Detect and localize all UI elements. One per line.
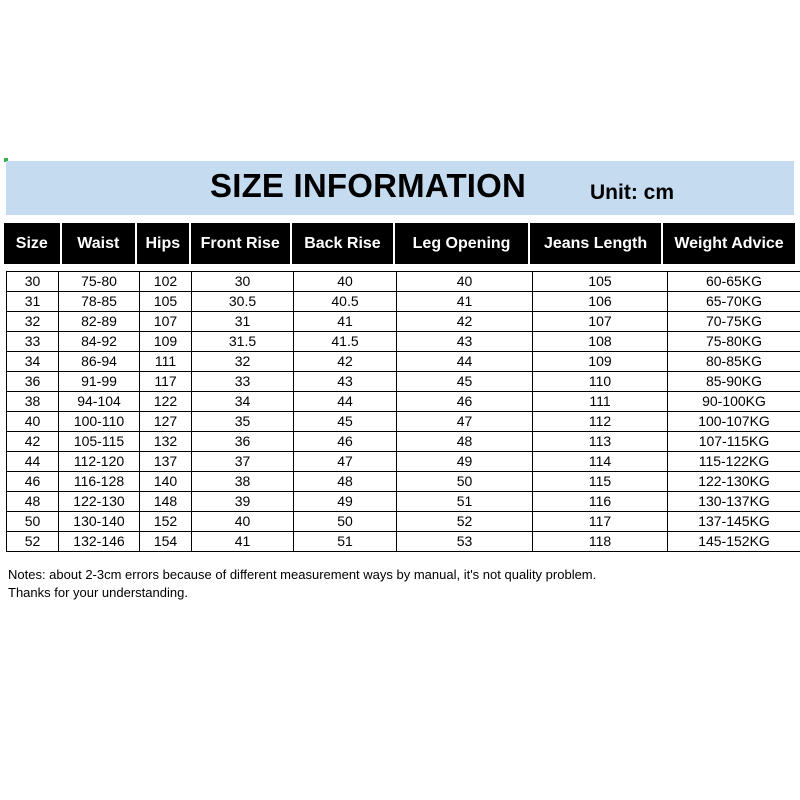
table-row — [7, 472, 800, 492]
table-row — [7, 372, 800, 392]
table-cell: 50 — [7, 512, 59, 532]
table-cell: 39 — [192, 492, 294, 512]
table-cell: 34 — [7, 352, 59, 372]
table-cell: 48 — [397, 432, 533, 452]
table-cell: 49 — [397, 452, 533, 472]
table-cell: 118 — [533, 532, 668, 552]
table-cell: 111 — [533, 392, 668, 412]
table-row — [7, 452, 800, 472]
table-cell: 46 — [7, 472, 59, 492]
table-cell: 75-80 — [59, 272, 140, 292]
table-cell: 32 — [192, 352, 294, 372]
table-cell: 65-70KG — [668, 292, 800, 312]
table-cell: 94-104 — [59, 392, 140, 412]
table-cell: 107 — [533, 312, 668, 332]
table-cell: 51 — [294, 532, 397, 552]
table-cell: 100-110 — [59, 412, 140, 432]
column-header: Jeans Length — [530, 223, 661, 264]
table-cell: 75-80KG — [668, 332, 800, 352]
table-cell: 127 — [140, 412, 192, 432]
table-cell: 112-120 — [59, 452, 140, 472]
table-cell: 82-89 — [59, 312, 140, 332]
table-cell: 109 — [533, 352, 668, 372]
table-cell: 49 — [294, 492, 397, 512]
table-row — [7, 412, 800, 432]
table-row — [7, 392, 800, 412]
column-header: Front Rise — [191, 223, 290, 264]
table-cell: 43 — [294, 372, 397, 392]
table-cell: 80-85KG — [668, 352, 800, 372]
table-cell: 107-115KG — [668, 432, 800, 452]
table-cell: 84-92 — [59, 332, 140, 352]
column-header: Waist — [62, 223, 135, 264]
table-cell: 30.5 — [192, 292, 294, 312]
table-cell: 38 — [192, 472, 294, 492]
column-header: Weight Advice — [663, 223, 795, 264]
notes-line-1: Notes: about 2-3cm errors because of different measurement ways by manual, it's not quality problem. — [8, 567, 597, 582]
table-row — [7, 512, 800, 532]
table-cell: 42 — [294, 352, 397, 372]
table-cell: 132-146 — [59, 532, 140, 552]
table-row — [7, 332, 800, 352]
table-cell: 41 — [397, 292, 533, 312]
table-cell: 70-75KG — [668, 312, 800, 332]
table-cell: 108 — [533, 332, 668, 352]
column-header: Hips — [137, 223, 189, 264]
table-cell: 30 — [7, 272, 59, 292]
table-cell: 47 — [294, 452, 397, 472]
title-banner — [6, 161, 794, 215]
page-title: SIZE INFORMATION — [210, 167, 527, 204]
table-cell: 35 — [192, 412, 294, 432]
table-row — [7, 272, 800, 292]
table-cell: 38 — [7, 392, 59, 412]
table-cell: 132 — [140, 432, 192, 452]
table-cell: 31 — [7, 292, 59, 312]
table-cell: 122-130KG — [668, 472, 800, 492]
table-cell: 130-137KG — [668, 492, 800, 512]
table-cell: 44 — [294, 392, 397, 412]
table-row — [7, 492, 800, 512]
table-cell: 44 — [7, 452, 59, 472]
table-cell: 47 — [397, 412, 533, 432]
table-cell: 40 — [397, 272, 533, 292]
table-cell: 37 — [192, 452, 294, 472]
table-cell: 105 — [533, 272, 668, 292]
column-header: Size — [4, 223, 60, 264]
table-cell: 152 — [140, 512, 192, 532]
table-cell: 107 — [140, 312, 192, 332]
column-header: Back Rise — [292, 223, 393, 264]
table-cell: 112 — [533, 412, 668, 432]
table-cell: 116 — [533, 492, 668, 512]
table-cell: 115 — [533, 472, 668, 492]
table-cell: 105-115 — [59, 432, 140, 452]
table-cell: 41 — [294, 312, 397, 332]
table-cell: 44 — [397, 352, 533, 372]
table-row — [7, 312, 800, 332]
table-cell: 43 — [397, 332, 533, 352]
notes-line-2: Thanks for your understanding. — [8, 585, 188, 600]
table-cell: 114 — [533, 452, 668, 472]
table-cell: 32 — [7, 312, 59, 332]
table-cell: 90-100KG — [668, 392, 800, 412]
table-row — [7, 432, 800, 452]
table-cell: 45 — [397, 372, 533, 392]
notes — [8, 566, 596, 602]
table-cell: 91-99 — [59, 372, 140, 392]
table-cell: 40 — [192, 512, 294, 532]
table-cell: 100-107KG — [668, 412, 800, 432]
size-table — [6, 271, 800, 552]
table-cell: 31 — [192, 312, 294, 332]
table-cell: 42 — [7, 432, 59, 452]
table-cell: 116-128 — [59, 472, 140, 492]
table-cell: 130-140 — [59, 512, 140, 532]
table-cell: 110 — [533, 372, 668, 392]
table-cell: 42 — [397, 312, 533, 332]
table-cell: 102 — [140, 272, 192, 292]
table-cell: 50 — [294, 512, 397, 532]
table-cell: 46 — [397, 392, 533, 412]
table-cell: 53 — [397, 532, 533, 552]
table-cell: 46 — [294, 432, 397, 452]
table-cell: 45 — [294, 412, 397, 432]
table-cell: 117 — [140, 372, 192, 392]
table-cell: 154 — [140, 532, 192, 552]
table-row — [7, 532, 800, 552]
table-cell: 105 — [140, 292, 192, 312]
table-cell: 137-145KG — [668, 512, 800, 532]
table-cell: 50 — [397, 472, 533, 492]
table-cell: 40 — [294, 272, 397, 292]
table-cell: 60-65KG — [668, 272, 800, 292]
table-cell: 78-85 — [59, 292, 140, 312]
table-cell: 86-94 — [59, 352, 140, 372]
table-cell: 122-130 — [59, 492, 140, 512]
table-cell: 137 — [140, 452, 192, 472]
table-cell: 41.5 — [294, 332, 397, 352]
table-cell: 36 — [7, 372, 59, 392]
table-cell: 48 — [294, 472, 397, 492]
table-cell: 52 — [397, 512, 533, 532]
table-cell: 33 — [192, 372, 294, 392]
table-cell: 85-90KG — [668, 372, 800, 392]
table-cell: 122 — [140, 392, 192, 412]
table-cell: 41 — [192, 532, 294, 552]
table-cell: 106 — [533, 292, 668, 312]
table-cell: 115-122KG — [668, 452, 800, 472]
table-cell: 51 — [397, 492, 533, 512]
table-cell: 40 — [7, 412, 59, 432]
table-cell: 36 — [192, 432, 294, 452]
table-cell: 140 — [140, 472, 192, 492]
unit-label: Unit: cm — [590, 181, 674, 204]
table-cell: 117 — [533, 512, 668, 532]
table-cell: 109 — [140, 332, 192, 352]
table-cell: 31.5 — [192, 332, 294, 352]
table-row — [7, 292, 800, 312]
table-cell: 48 — [7, 492, 59, 512]
table-header — [4, 223, 795, 264]
table-cell: 52 — [7, 532, 59, 552]
table-cell: 148 — [140, 492, 192, 512]
table-cell: 30 — [192, 272, 294, 292]
table-cell: 40.5 — [294, 292, 397, 312]
table-cell: 145-152KG — [668, 532, 800, 552]
table-cell: 33 — [7, 332, 59, 352]
table-cell: 111 — [140, 352, 192, 372]
table-row — [7, 352, 800, 372]
table-cell: 34 — [192, 392, 294, 412]
column-header: Leg Opening — [395, 223, 528, 264]
table-cell: 113 — [533, 432, 668, 452]
